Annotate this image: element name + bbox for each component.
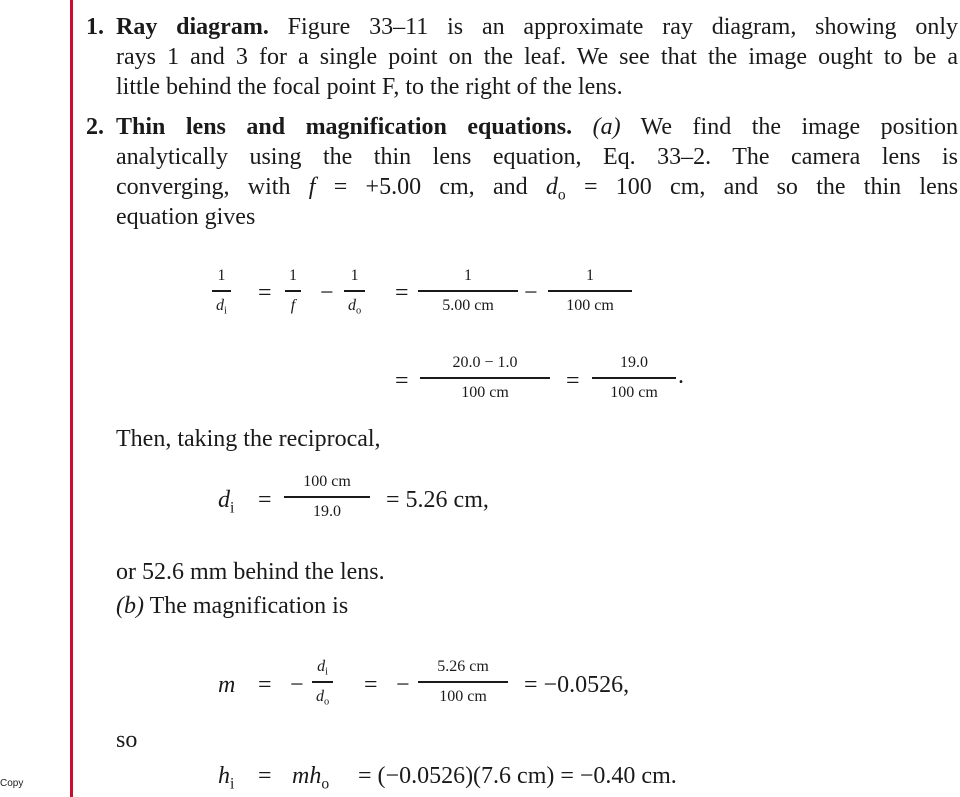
text-reciprocal: Then, taking the reciprocal, — [116, 426, 381, 452]
frac-20-minus-1: 20.0 − 1.0 100 cm — [420, 349, 550, 407]
frac-526-over-100: 5.26 cm 100 cm — [418, 653, 508, 711]
f-value: = +5.00 cm, — [333, 174, 475, 200]
step2-line2: analytically using the thin lens equation, Eq. 33–2. The camera lens is — [116, 144, 958, 170]
step2-paragraph: Thin lens and magnification equations. (a) We find the image position analytically using the thin lens equation, Eq. 33–2. The camera lens is converging, with f = +5.00 cm, and $d_o = 100$ cm, and so the thin lens equation gives — [116, 114, 959, 230]
part-a-label: (a) — [592, 114, 621, 140]
frac-1-over-di: 1 $d_i$ — [212, 262, 231, 320]
text-behind-lens: or 52.6 mm behind the lens. — [116, 559, 385, 585]
copyright-notice: Copy — [0, 778, 24, 789]
step-number-2: 2. — [86, 114, 104, 140]
step2-line3-b: and so the thin lens — [723, 174, 959, 200]
step2-line3-a: converging, with — [116, 174, 291, 200]
step2-line4: equation gives — [116, 204, 256, 230]
step1-line3: little behind the focal point F, to the right of the lens. — [116, 74, 623, 100]
step2-line1-rest: We find the image position — [640, 114, 958, 140]
step1-line2: rays 1 and 3 for a single point on the leaf. We see that the image ought to be a — [116, 44, 958, 70]
text-magnification: (b) The magnification is — [116, 593, 349, 619]
frac-19-over-100: 19.0 100 cm — [592, 349, 676, 407]
frac-1-over-f: 1 f — [285, 262, 301, 320]
frac-di-over-do: $d_i$ $d_o$ — [312, 653, 333, 711]
margin-rule — [70, 0, 73, 797]
frac-1-over-100cm: 1 100 cm — [548, 262, 632, 320]
step1-paragraph — [116, 12, 958, 102]
text-so: so — [116, 727, 138, 753]
frac-1-over-do: 1 $d_o$ — [344, 262, 365, 320]
step-number-1: 1. — [86, 14, 104, 40]
do-value: = 100 cm, — [583, 174, 706, 200]
step1-line1: Figure 33–11 is an approximate ray diagram, showing only — [287, 14, 959, 40]
step2-heading: Thin lens and magnification equations. — [116, 114, 573, 140]
frac-1-over-5cm: 1 5.00 cm — [418, 262, 518, 320]
step2-line3-and: and — [492, 174, 528, 200]
frac-100-over-19: 100 cm 19.0 — [284, 468, 370, 526]
step1-heading: Ray diagram. — [116, 14, 269, 40]
